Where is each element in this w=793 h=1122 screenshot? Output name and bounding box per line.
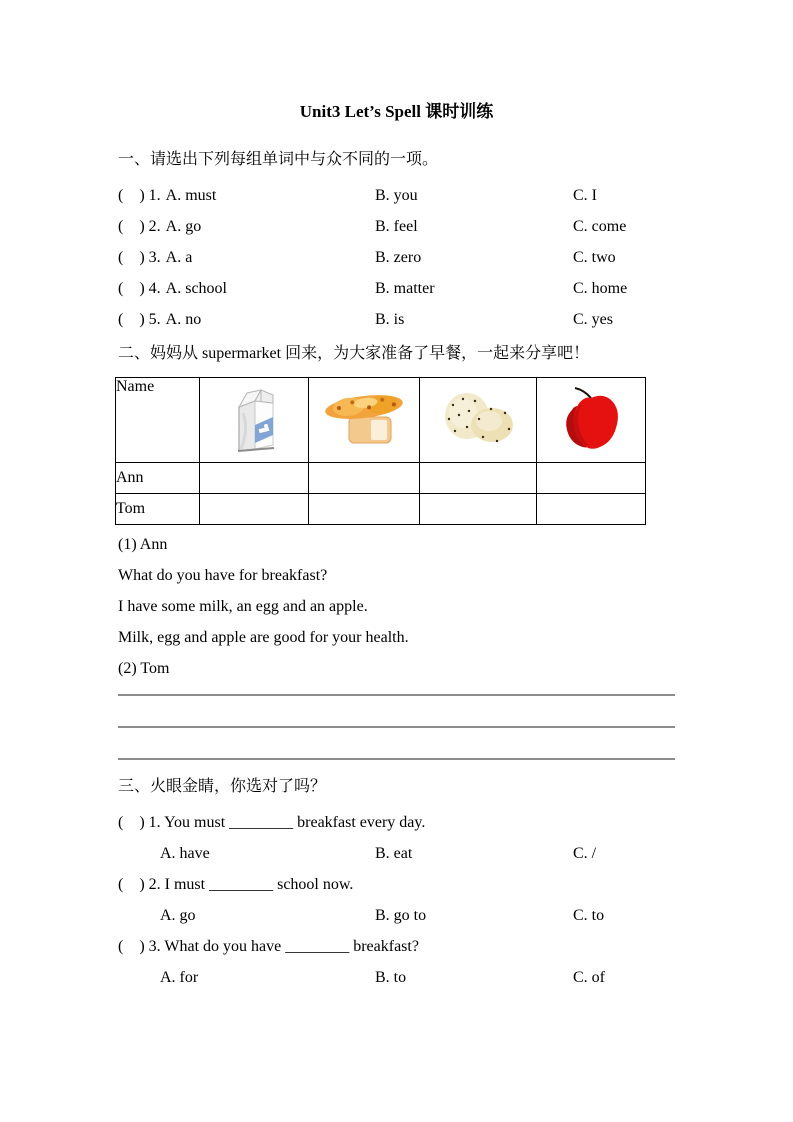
apple-image — [558, 384, 624, 456]
answer-line — [118, 728, 675, 760]
option-c: C. home — [573, 280, 628, 297]
option-a-text: A. no — [165, 311, 202, 328]
answer-cell — [309, 494, 420, 525]
page-title: Unit3 Let’s Spell 课时训练 — [299, 102, 494, 121]
eggs-image — [439, 389, 517, 451]
answer-cell — [309, 463, 420, 494]
question-sentence: ( ) 1. You must ________ breakfast every day. — [118, 814, 426, 831]
question-sentence: ( ) 2. I must ________ school now. — [118, 876, 354, 893]
option-b: B. you — [375, 187, 418, 204]
question-sentence: ( ) 3. What do you have ________ breakfast? — [118, 938, 419, 955]
section-one-heading: 一、请选出下列每组单词中与众不同的一项。 — [118, 151, 439, 168]
answer-line — [118, 674, 675, 696]
question-label: ( ) 5. — [118, 311, 161, 328]
option-c: C. I — [573, 187, 597, 204]
apple-cell — [537, 378, 646, 463]
answer-lines-block — [118, 674, 675, 760]
section-two-heading: 二、妈妈从 supermarket 回来，为大家准备了早餐，一起来分享吧！ — [118, 345, 590, 362]
option-c: C. to — [573, 907, 605, 924]
option-b: B. zero — [375, 249, 422, 266]
bread-cell — [309, 378, 420, 463]
option-a — [118, 242, 375, 273]
option-b: B. is — [375, 311, 405, 328]
option-b: B. go to — [375, 907, 427, 924]
question-row — [118, 273, 675, 304]
option-b: B. feel — [375, 218, 418, 235]
option-a-text: A. must — [165, 187, 217, 204]
question-label: ( ) 1. — [118, 187, 161, 204]
dialog-block — [118, 529, 675, 684]
option-a-text: A. go — [165, 218, 202, 235]
options-row — [118, 962, 675, 993]
table-row-tom — [116, 494, 646, 525]
answer-line — [118, 696, 675, 728]
question-label: ( ) 4. — [118, 280, 161, 297]
dialog-line: I have some milk, an egg and an apple. — [118, 598, 368, 615]
option-c: C. / — [573, 845, 597, 862]
option-a-text: A. school — [165, 280, 227, 297]
dialog-line: (1) Ann — [118, 536, 168, 553]
option-c: C. two — [573, 249, 616, 266]
dialog-line: (2) Tom — [118, 660, 170, 677]
answer-cell — [200, 463, 309, 494]
answer-cell — [420, 494, 537, 525]
section-one-questions — [118, 180, 675, 335]
option-a — [118, 180, 375, 211]
table-header-row — [116, 378, 646, 463]
row-label: Ann — [116, 463, 200, 494]
question-row — [118, 211, 675, 242]
milk-carton-image — [225, 385, 283, 455]
dialog-line: Milk, egg and apple are good for your health. — [118, 629, 409, 646]
option-c: C. yes — [573, 311, 613, 328]
table-row-ann — [116, 463, 646, 494]
option-a: A. for — [160, 969, 199, 986]
name-header-cell: Name — [116, 378, 200, 463]
question-row — [118, 180, 675, 211]
question-row — [118, 242, 675, 273]
bread-image — [321, 387, 407, 453]
option-a — [118, 211, 375, 242]
option-a: A. go — [160, 907, 196, 924]
option-a — [118, 273, 375, 304]
option-a — [118, 304, 375, 335]
milk-cell — [200, 378, 309, 463]
answer-cell — [420, 463, 537, 494]
options-row — [118, 900, 675, 931]
option-b: B. matter — [375, 280, 435, 297]
eggs-cell — [420, 378, 537, 463]
option-c: C. of — [573, 969, 605, 986]
option-c: C. come — [573, 218, 627, 235]
section-three-heading: 三、火眼金睛，你选对了吗？ — [118, 778, 327, 795]
row-label: Tom — [116, 494, 200, 525]
options-row — [118, 838, 675, 869]
option-a: A. have — [160, 845, 210, 862]
breakfast-table — [115, 377, 646, 525]
question-label: ( ) 3. — [118, 249, 161, 266]
question-row — [118, 304, 675, 335]
option-b: B. to — [375, 969, 407, 986]
answer-cell — [537, 494, 646, 525]
answer-cell — [200, 494, 309, 525]
section-three-questions — [118, 807, 675, 993]
answer-cell — [537, 463, 646, 494]
dialog-line: What do you have for breakfast? — [118, 567, 328, 584]
option-a-text: A. a — [165, 249, 193, 266]
option-b: B. eat — [375, 845, 413, 862]
question-label: ( ) 2. — [118, 218, 161, 235]
